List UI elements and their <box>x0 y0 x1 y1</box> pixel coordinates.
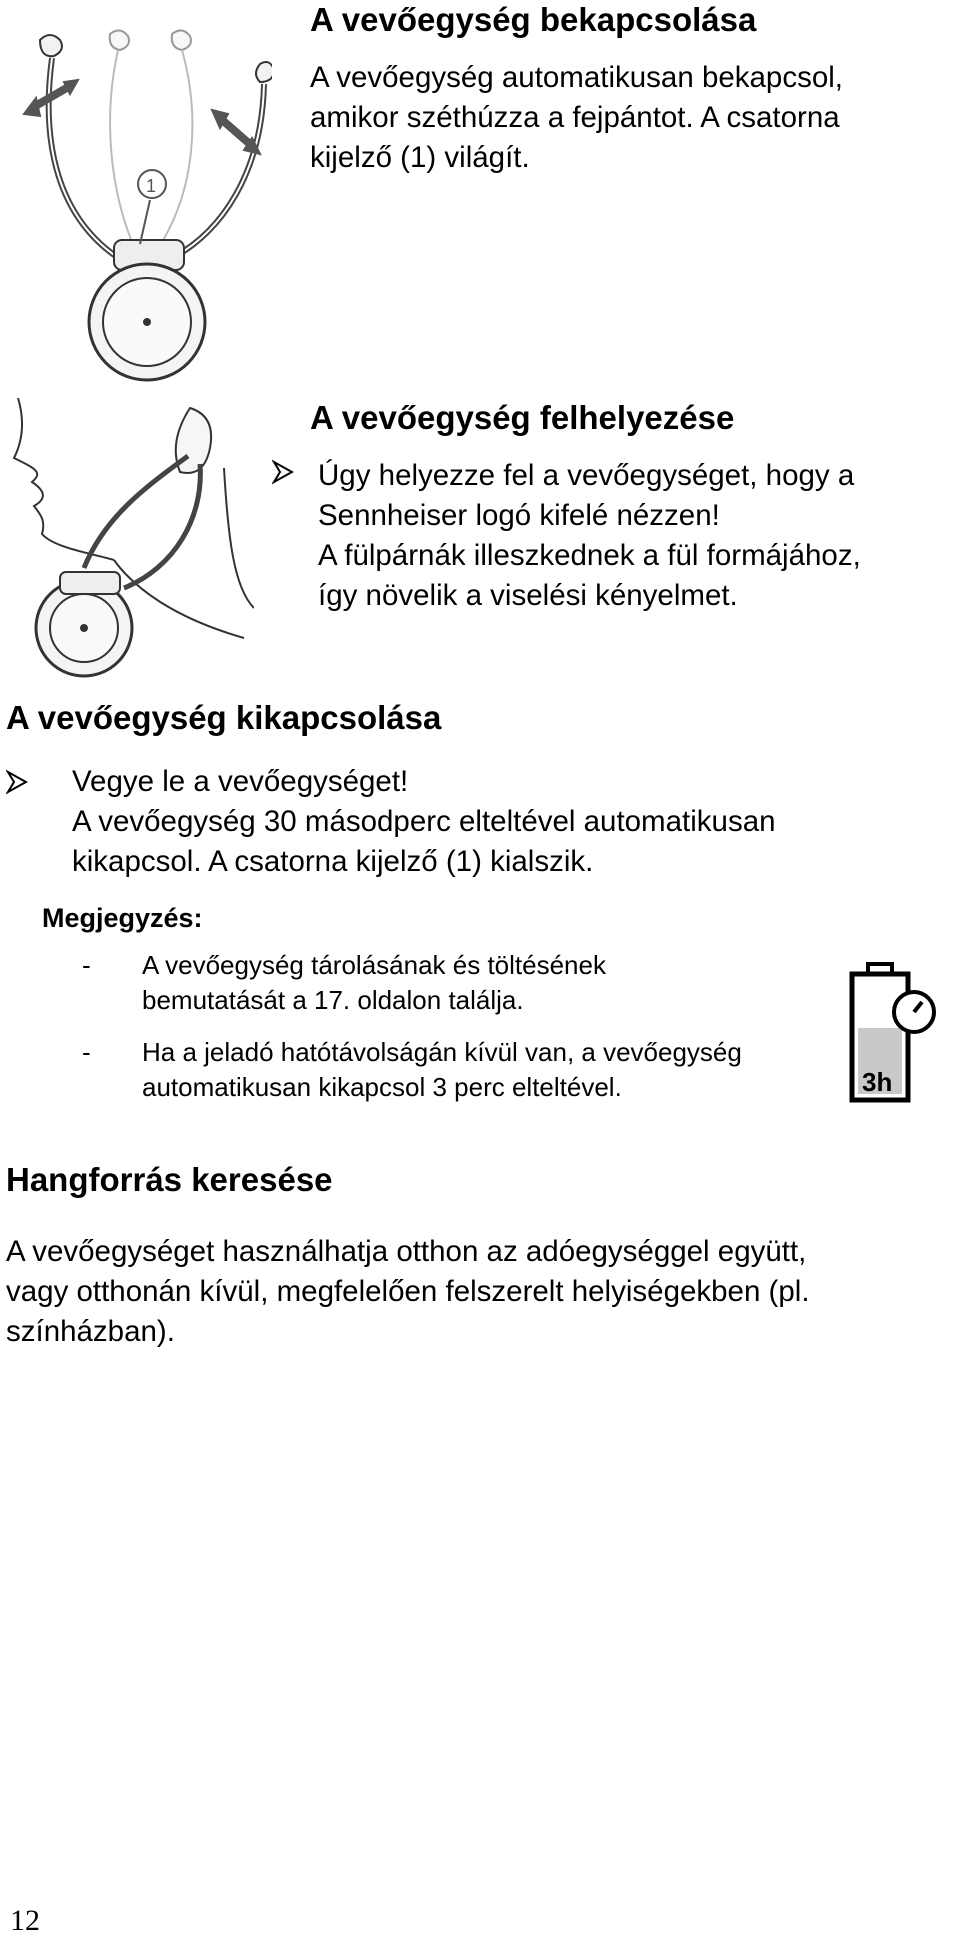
callout-number: 1 <box>146 176 157 196</box>
wearing-text <box>318 456 958 616</box>
text-line: vagy otthonán kívül, megfelelően felszerelt helyiségekben (pl. <box>6 1275 810 1308</box>
text-line: A vevőegységet használhatja otthon az adóegységgel együtt, <box>6 1235 807 1268</box>
arrowhead-bullet-icon <box>272 452 294 492</box>
note-title: Megjegyzés: <box>42 903 203 933</box>
text-line: A vevőegység automatikusan bekapcsol, <box>310 61 843 94</box>
power-off-text <box>72 762 952 882</box>
text-line: kikapcsol. A csatorna kijelző (1) kialszik. <box>72 845 594 878</box>
text-line: Vegye le a vevőegységet! <box>72 765 409 798</box>
text-line: amikor széthúzza a fejpántot. A csatorna <box>310 101 840 134</box>
note-item <box>142 1035 882 1105</box>
power-on-text <box>310 58 950 178</box>
note-dash: - <box>82 950 91 980</box>
text-line: A vevőegység tárolásának és töltésének <box>142 950 606 980</box>
note-dash: - <box>82 1037 91 1067</box>
text-line: kijelző (1) világít. <box>310 141 530 174</box>
note-item <box>142 948 862 1018</box>
text-line: Sennheiser logó kifelé nézzen! <box>318 499 720 532</box>
text-line: automatikusan kikapcsol 3 perc elteltével. <box>142 1072 622 1102</box>
text-line: A fülpárnák illeszkednek a fül formájához, <box>318 539 861 572</box>
wearing-illustration <box>4 398 254 698</box>
section-title-power-off: A vevőegység kikapcsolása <box>6 699 442 736</box>
receiver-open-illustration <box>22 22 272 382</box>
battery-label: 3h <box>862 1067 893 1097</box>
section-title-power-on: A vevőegység bekapcsolása <box>310 1 757 38</box>
text-line: A vevőegység 30 másodperc elteltével automatikusan <box>72 805 776 838</box>
arrowhead-bullet-icon <box>6 762 28 802</box>
text-line: így növelik a viselési kényelmet. <box>318 579 738 612</box>
section-title-wearing: A vevőegység felhelyezése <box>310 399 735 436</box>
text-line: bemutatását a 17. oldalon találja. <box>142 985 524 1015</box>
source-text <box>6 1232 956 1352</box>
text-line: színházban). <box>6 1315 175 1348</box>
text-line: Ha a jeladó hatótávolságán kívül van, a vevőegység <box>142 1037 742 1067</box>
page-number: 12 <box>10 1904 40 1937</box>
text-line: Úgy helyezze fel a vevőegységet, hogy a <box>318 459 855 492</box>
section-title-source: Hangforrás keresése <box>6 1161 333 1198</box>
